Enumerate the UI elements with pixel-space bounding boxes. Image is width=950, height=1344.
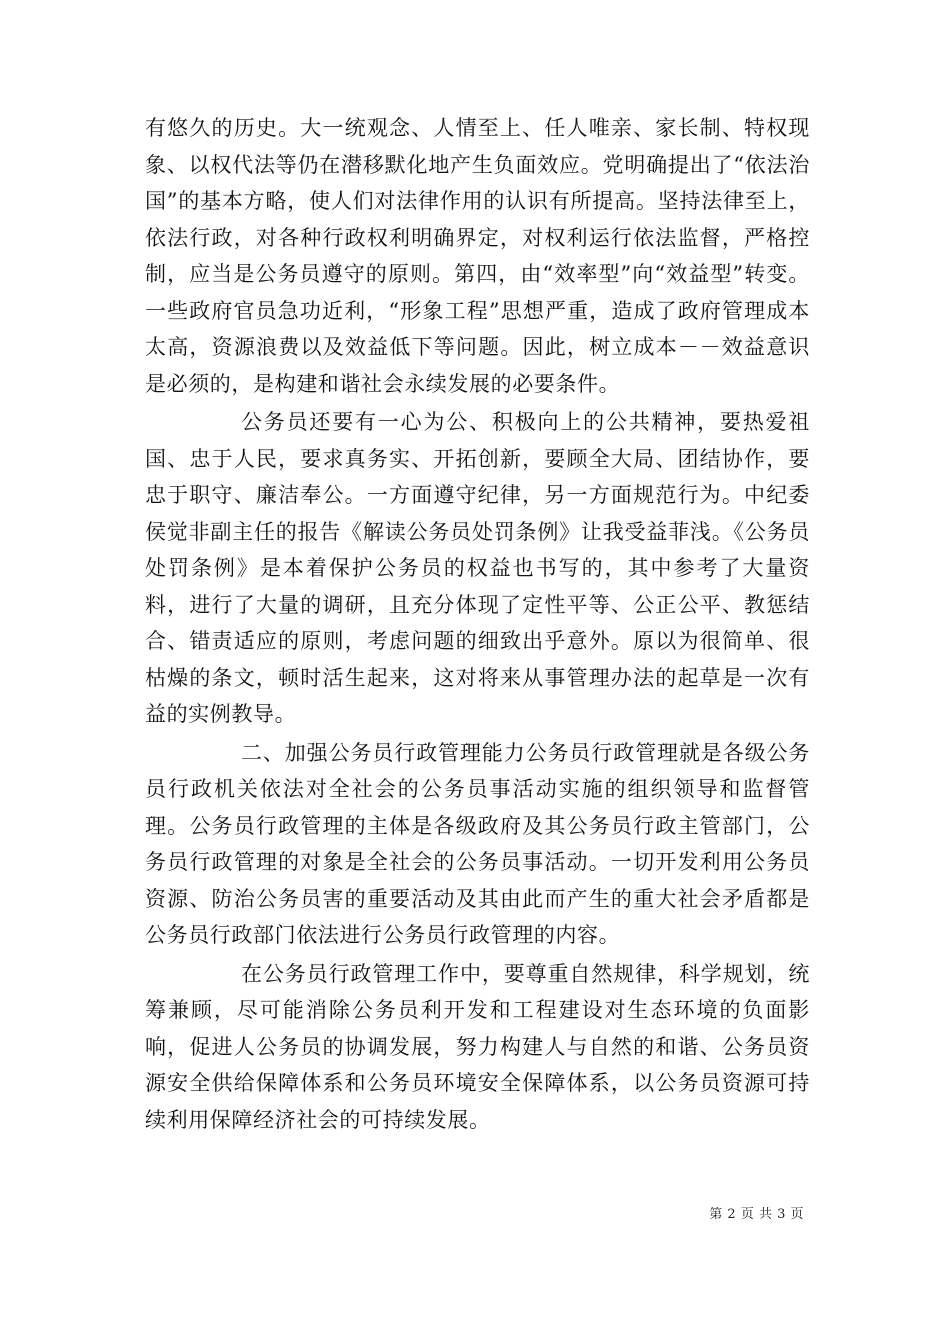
paragraph-admin-work: 在公务员行政管理工作中，要尊重自然规律，科学规划，统筹兼顾，尽可能消除公务员利开发和工程建设对生态环境的负面影响，促进人公务员的协调发展，努力构建人与自然的和谐、公务员资源安全供给保障体系和公务员环境安全保障体系，以公务员资源可持续利用保障经济社会的可持续发展。 bbox=[145, 961, 810, 1132]
paragraph-admin-capacity: 二、加强公务员行政管理能力公务员行政管理就是各级公务员行政机关依法对全社会的公务员事活动实施的组织领导和监督管理。公务员行政管理的主体是各级政府及其公务员行政主管部门，公务员行政管理的对象是全社会的公务员事活动。一切开发利用公务员资源、防治公务员害的重要活动及其由此而产生的重大社会矛盾都是公务员行政部门依法进行公务员行政管理的内容。 bbox=[145, 740, 810, 947]
paragraph-public-spirit: 公务员还要有一心为公、积极向上的公共精神，要热爱祖国、忠于人民，要求真务实、开拓创新，要顾全大局、团结协作，要忠于职守、廉洁奉公。一方面遵守纪律，另一方面规范行为。中纪委侯觉非副主任的报告《解读公务员处罚条例》让我受益菲浅。《公务员处罚条例》是本着保护公务员的权益也书写的，其中参考了大量资料，进行了大量的调研，且充分体现了定性平等、公正公平、教惩结合、错责适应的原则，考虑问题的细致出乎意外。原以为很简单、很枯燥的条文，顿时活生起来，这对将来从事管理办法的起草是一次有益的实例教导。 bbox=[145, 410, 810, 726]
page-number: 第 2 页 共 3 页 bbox=[709, 1207, 804, 1222]
paragraph-history: 有悠久的历史。大一统观念、人情至上、任人唯亲、家长制、特权现象、以权代法等仍在潜移默化地产生负面效应。党明确提出了“依法治国”的基本方略，使人们对法律作用的认识有所提高。坚持法律至上，依法行政，对各种行政权利明确界定，对权利运行依法监督，严格控制，应当是公务员遵守的原则。第四，由“效率型”向“效益型”转变。一些政府官员急功近利，“形象工程”思想严重，造成了政府管理成本太高，资源浪费以及效益低下等问题。因此，树立成本－－效益意识是必须的，是构建和谐社会永续发展的必要条件。 bbox=[145, 116, 810, 396]
document-body bbox=[145, 110, 810, 1138]
